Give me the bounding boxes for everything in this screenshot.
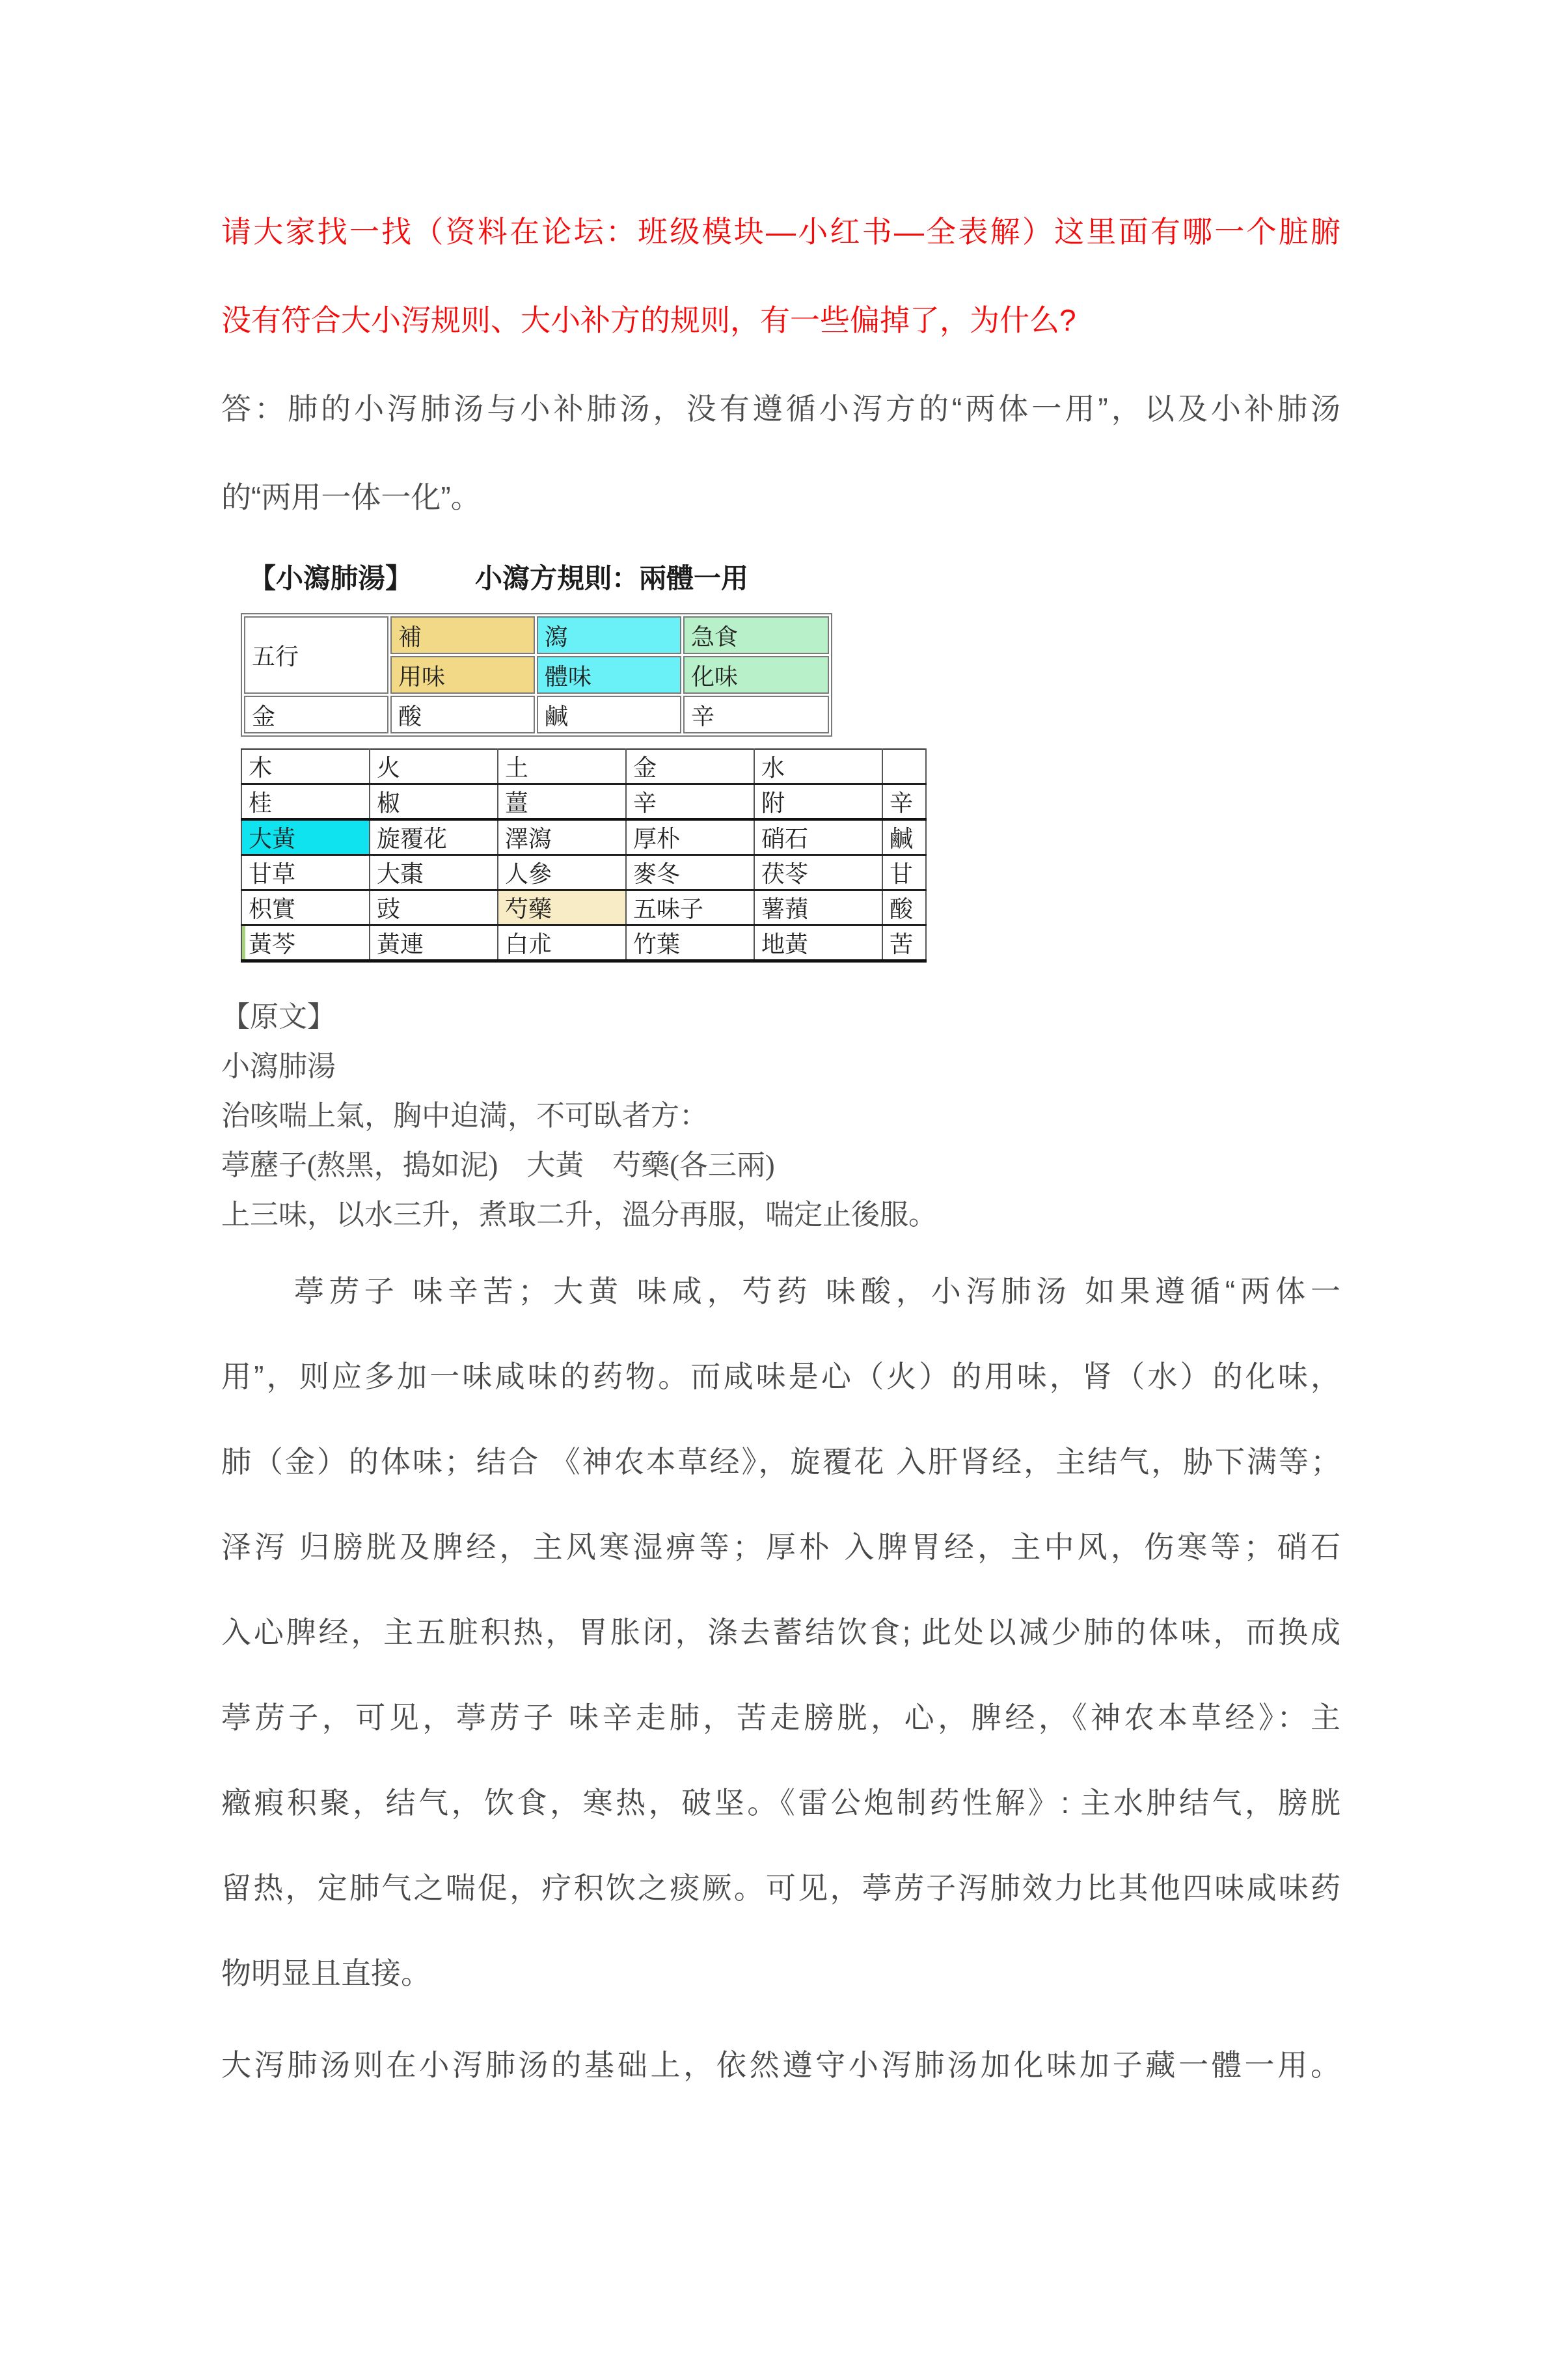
table-cell: 附 [754,784,882,820]
table-cell: 旋覆花 [370,819,498,855]
text-line: 葶藶子(熬黑，搗如泥) 大黃 芍藥(各三兩) [221,1149,775,1181]
text-line: 泽泻 归膀胱及脾经，主风寒湿痹等；厚朴 入脾胃经，主中风，伤寒等；硝石 [221,1530,1340,1564]
table-cell: 用味 [390,656,535,694]
text-line: 葶苈子 味辛苦；大黄 味咸，芍药 味酸，小泻肺汤 如果遵循“两体一 [294,1274,1340,1308]
answer-text [221,364,1340,541]
text-line: 用”，则应多加一味咸味的药物。而咸味是心（火）的用味，肾（水）的化味， [221,1360,1340,1393]
wuxing-rule-table [241,613,832,737]
herb-grid-table [241,748,927,963]
text-line: 的“两用一体一化”。 [221,480,481,514]
table-row [241,855,926,890]
table-cell: 火 [370,749,498,784]
text-line: 物明显且直接。 [221,1956,431,1990]
table-cell: 薯蕷 [754,890,882,925]
text-line: 【原文】 [221,1001,336,1033]
text-line: 治咳喘上氣，胸中迫満，不可臥者方： [221,1100,708,1132]
table-cell: 辛 [683,696,829,733]
table-cell: 鹹 [882,819,926,855]
table-cell: 澤瀉 [498,819,626,855]
table-cell: 厚朴 [626,819,754,855]
analysis-paragraph-2 [221,2023,1340,2108]
table-cell: 水 [754,749,882,784]
table-cell: 麥冬 [626,855,754,890]
table-cell: 白朮 [498,925,626,961]
table-cell: 枳實 [241,890,370,925]
section-heading [249,560,1340,597]
table-row [241,925,926,961]
table-cell: 甘 [882,855,926,890]
table-cell: 黃連 [370,925,498,961]
table-cell: 硝石 [754,819,882,855]
table-cell: 五行 [244,616,388,694]
table-cell: 椒 [370,784,498,820]
analysis-paragraph-1 [221,1249,1340,2016]
table-cell: 大黃 [241,819,370,855]
table-cell: 竹葉 [626,925,754,961]
table-cell: 土 [498,749,626,784]
question-text [221,187,1340,364]
table-cell: 地黃 [754,925,882,961]
text-line: 请大家找一找（资料在论坛：班级模块—小红书—全表解）这里面有哪一个脏腑 [221,215,1340,249]
table-row [241,890,926,925]
text-line: 入心脾经，主五脏积热，胃胀闭，涤去蓄结饮食; 此处以减少肺的体味，而换成 [221,1615,1340,1649]
table-cell: 金 [626,749,754,784]
table-cell: 苦 [882,925,926,961]
table-cell: 辛 [626,784,754,820]
table-cell [882,749,926,784]
table-cell: 黃芩 [241,925,370,961]
table-cell: 辛 [882,784,926,820]
table-cell: 茯苓 [754,855,882,890]
table-cell: 補 [390,616,535,654]
table-cell: 芍藥 [498,890,626,925]
table-row [244,616,829,654]
table-row [244,696,829,733]
table-cell: 酸 [390,696,535,733]
table-row [241,819,926,855]
text-line: 没有符合大小泻规则、大小补方的规则，有一些偏掉了，为什么? [221,303,1076,337]
text-line: 大泻肺汤则在小泻肺汤的基础上，依然遵守小泻肺汤加化味加子藏一體一用。 [221,2048,1340,2082]
table-cell: 人參 [498,855,626,890]
table-row [241,784,926,820]
table-cell: 體味 [537,656,681,694]
document-page [221,187,1340,2108]
text-line: 留热，定肺气之喘促，疗积饮之痰厥。可见，葶苈子泻肺效力比其他四味咸味药 [221,1871,1340,1905]
table-cell: 金 [244,696,388,733]
rule-name: 小瀉方規則：兩體一用 [475,563,749,594]
text-line: 上三味，以水三升，煮取二升，溫分再服，喘定止後服。 [221,1199,937,1231]
text-line: 答：肺的小泻肺汤与小补肺汤，没有遵循小泻方的“两体一用”，以及小补肺汤 [221,392,1340,426]
table-cell: 急食 [683,616,829,654]
table-row [241,749,926,784]
table-cell: 鹹 [537,696,681,733]
text-line: 小瀉肺湯 [221,1050,336,1082]
table-cell: 薑 [498,784,626,820]
table-cell: 桂 [241,784,370,820]
table-cell: 大棗 [370,855,498,890]
text-line: 葶苈子，可见，葶苈子 味辛走肺，苦走膀胱，心，脾经，《神农本草经》：主 [221,1701,1340,1734]
text-line: 癥瘕积聚，结气，饮食，寒热，破坚。《雷公炮制药性解》: 主水肿结气，膀胱 [221,1786,1340,1820]
table-cell: 化味 [683,656,829,694]
table-cell: 酸 [882,890,926,925]
table-cell: 木 [241,749,370,784]
formula-name: 【小瀉肺湯】 [249,563,413,594]
original-text-block [221,992,1340,1240]
table-cell: 瀉 [537,616,681,654]
text-line: 肺（金）的体味；结合 《神农本草经》，旋覆花 入肝肾经，主结气，胁下满等； [221,1445,1340,1479]
table-cell: 五味子 [626,890,754,925]
table-cell: 甘草 [241,855,370,890]
table-cell: 豉 [370,890,498,925]
